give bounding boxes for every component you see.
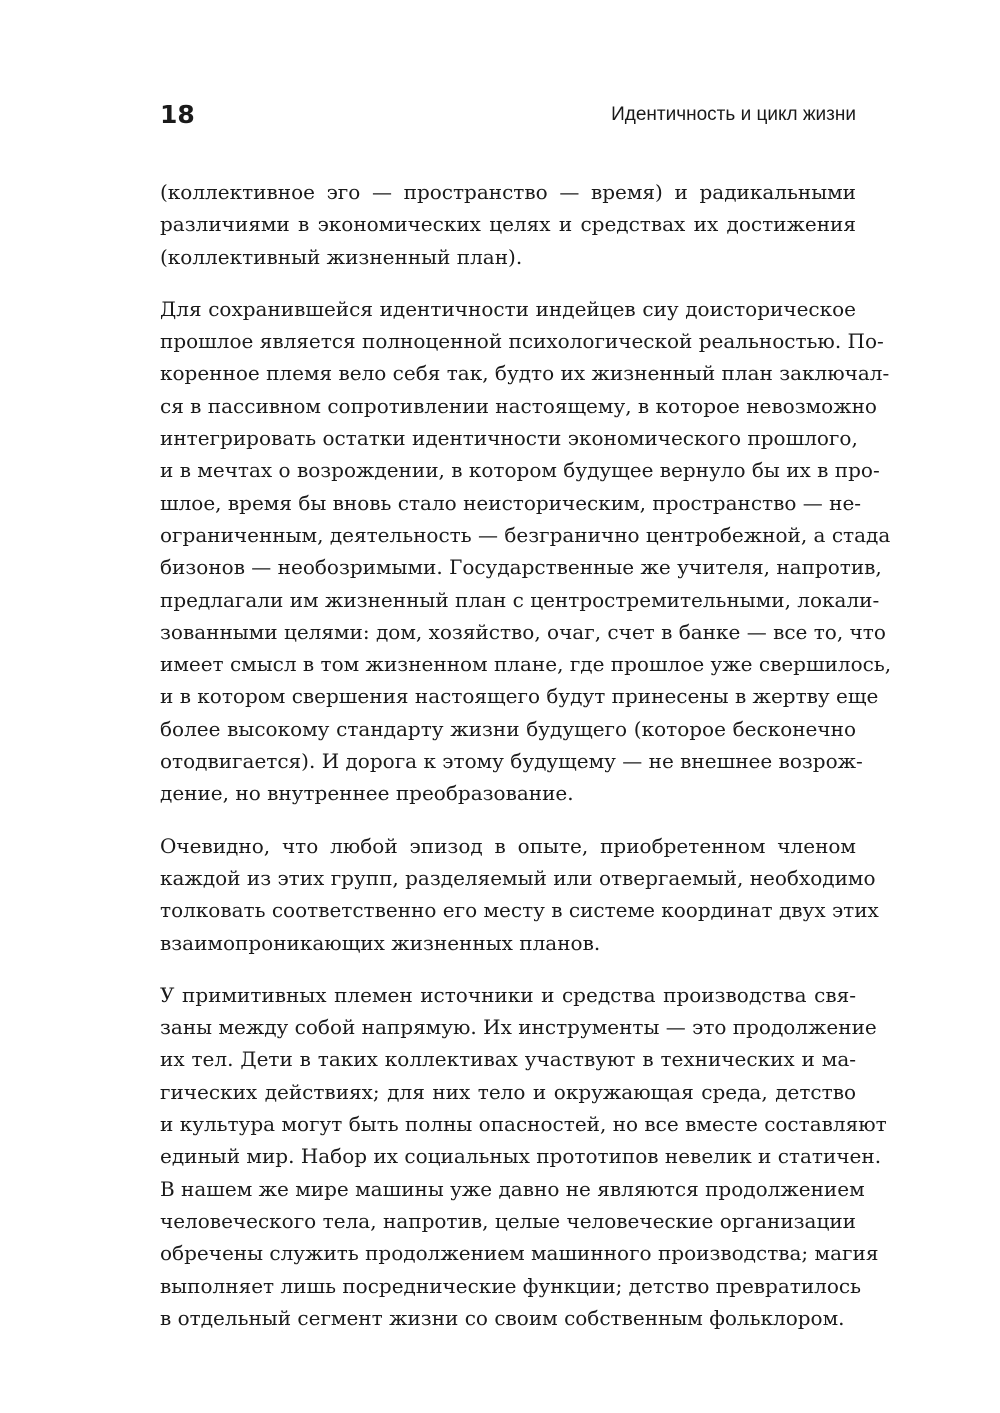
text-line: дение, но внутреннее преобразование. <box>160 781 574 806</box>
text-line: прошлое является полноценной психологической реальностью. По- <box>160 329 884 354</box>
text-line: У примитивных племен источники и средства производства свя- <box>160 982 856 1007</box>
text-line: интегрировать остатки идентичности экономического прошлого, <box>160 426 858 451</box>
page-number: 18 <box>160 100 195 129</box>
running-title: Идентичность и цикл жизни <box>611 104 856 125</box>
text-line: их тел. Дети в таких коллективах участвуют в технических и ма- <box>160 1047 856 1072</box>
text-line: более высокому стандарту жизни будущего (которое бесконечно <box>160 716 856 741</box>
text-line: и в мечтах о возрождении, в котором будущее вернуло бы их в про- <box>160 458 880 483</box>
text-line: гических действиях; для них тело и окружающая среда, детство <box>160 1079 856 1104</box>
text-line: предлагали им жизненный план с центростремительными, локали- <box>160 587 880 612</box>
text-line: выполняет лишь посреднические функции; детство превратилось <box>160 1273 861 1298</box>
text-line: единый мир. Набор их социальных прототипов невелик и статичен. <box>160 1144 882 1169</box>
text-line: бизонов — необозримыми. Государственные же учителя, напротив, <box>160 555 882 580</box>
text-line: зованными целями: дом, хозяйство, очаг, счет в банке — все то, что <box>160 619 886 644</box>
text-line: (коллективное эго — пространство — время) и радикальными <box>160 180 856 204</box>
paragraph <box>160 979 887 1334</box>
text-line: Очевидно, что любой эпизод в опыте, приобретенном членом <box>160 833 856 858</box>
text-line: человеческого тела, напротив, целые человеческие организации <box>160 1208 856 1233</box>
paragraph <box>160 830 879 959</box>
text-line: коренное племя вело себя так, будто их жизненный план заключал- <box>160 361 890 386</box>
text-line: отодвигается). И дорога к этому будущему — не внешнее возрож- <box>160 749 863 774</box>
text-line: имеет смысл в том жизненном плане, где прошлое уже свершилось, <box>160 652 892 677</box>
text-line: заны между собой напрямую. Их инструменты — это продолжение <box>160 1015 877 1040</box>
text-line: В нашем же мире машины уже давно не являются продолжением <box>160 1176 865 1201</box>
text-line: в отдельный сегмент жизни со своим собственным фольклором. <box>160 1305 845 1330</box>
paragraph <box>160 293 892 810</box>
paragraph <box>160 176 856 273</box>
text-line: толковать соответственно его месту в системе координат двух этих <box>160 898 879 923</box>
text-line: Для сохранившейся идентичности индейцев сиу доисторическое <box>160 296 856 321</box>
body-text <box>160 176 892 1334</box>
text-line: каждой из этих групп, разделяемый или отвергаемый, необходимо <box>160 865 876 890</box>
text-line: и культура могут быть полны опасностей, но все вместе составляют <box>160 1112 887 1137</box>
text-line: взаимопроникающих жизненных планов. <box>160 930 601 955</box>
text-line: и в котором свершения настоящего будут принесены в жертву еще <box>160 684 879 709</box>
text-line: ся в пассивном сопротивлении настоящему, в которое невозможно <box>160 393 877 418</box>
text-line: шлое, время бы вновь стало неисторическим, пространство — не- <box>160 490 862 515</box>
text-line: ограниченным, деятельность — безгранично центробежной, а стада <box>160 522 891 547</box>
text-line: обречены служить продолжением машинного производства; магия <box>160 1241 879 1266</box>
text-line: различиями в экономических целях и средствах их достижения <box>160 212 856 237</box>
page-header <box>160 98 856 132</box>
text-line: (коллективный жизненный план). <box>160 244 523 269</box>
